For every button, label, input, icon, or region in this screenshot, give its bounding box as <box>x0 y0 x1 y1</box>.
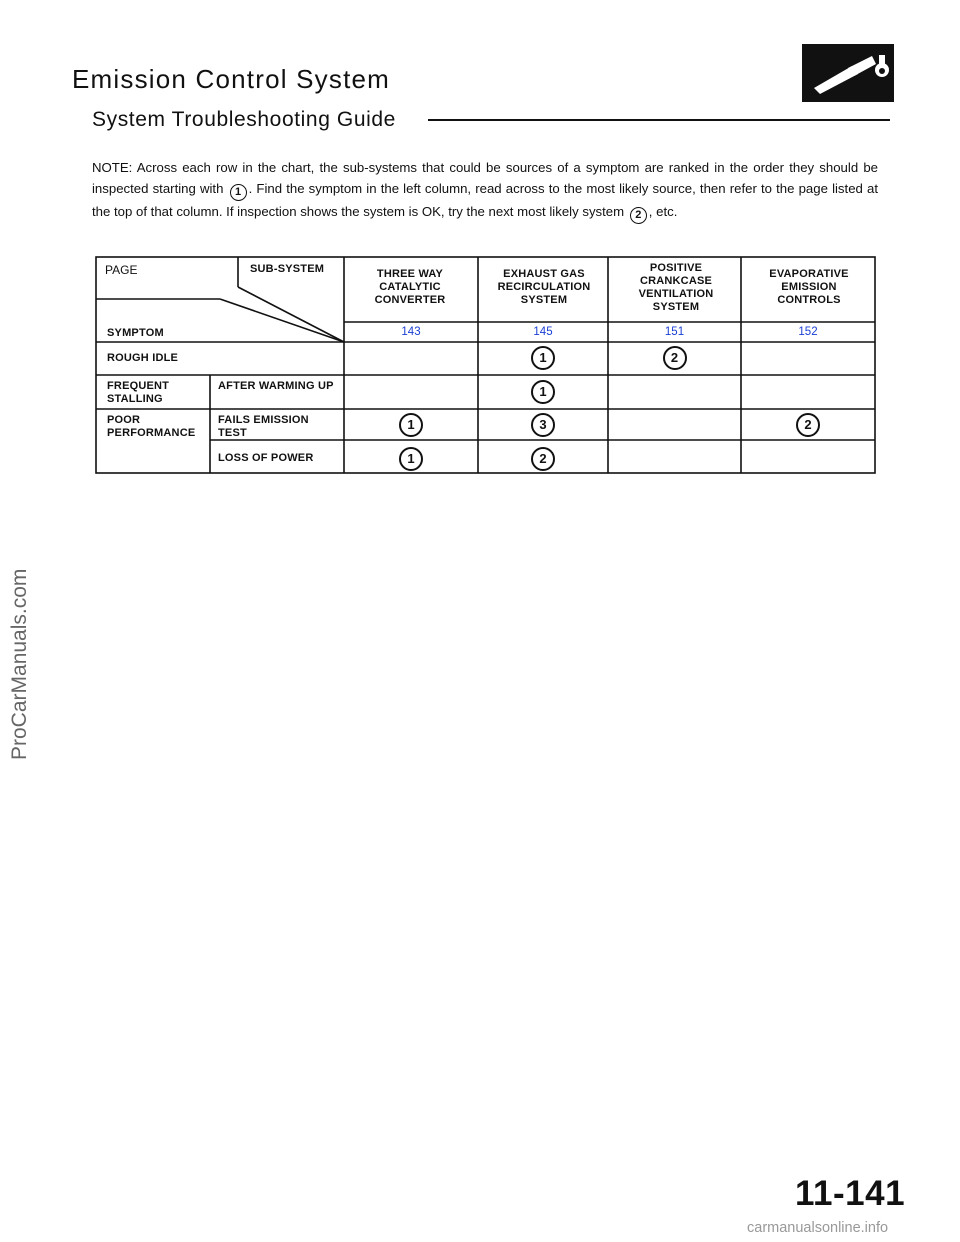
rank-cell <box>344 413 478 437</box>
rank-cell <box>478 447 608 471</box>
condition-fails-emission-test: FAILS EMISSION TEST <box>218 414 309 439</box>
rank-2-symbol: 2 <box>796 413 820 437</box>
symptom-poor-performance: POOR PERFORMANCE <box>107 414 196 439</box>
page-label: PAGE <box>105 263 138 277</box>
symptom-rough-idle: ROUGH IDLE <box>107 352 179 364</box>
subsystem-label: SUB-SYSTEM <box>250 263 325 275</box>
rank-3-symbol: 3 <box>531 413 555 437</box>
note-text-3: , etc. <box>648 204 678 219</box>
rank-cell <box>478 413 608 437</box>
section-subtitle: System Troubleshooting Guide <box>92 108 396 131</box>
symptom-frequent-stalling: FREQUENT STALLING <box>107 380 170 405</box>
footer-site: carmanualsonline.info <box>747 1220 889 1236</box>
col-page-pcv: 151 <box>664 326 685 338</box>
col-header-evap: EVAPORATIVE EMISSION CONTROLS <box>769 268 849 306</box>
rank-cell <box>478 380 608 404</box>
rank-2-symbol: 2 <box>630 207 647 224</box>
rank-cell <box>478 346 608 370</box>
page-number: 11-141 <box>795 1174 906 1213</box>
rank-1-symbol: 1 <box>399 447 423 471</box>
rank-2-symbol: 2 <box>663 346 687 370</box>
col-header-catalytic: THREE WAY CATALYTIC CONVERTER <box>374 268 446 306</box>
col-page-evap: 152 <box>798 326 818 338</box>
condition-after-warming-up: AFTER WARMING UP <box>218 380 334 392</box>
col-page-egr: 145 <box>533 326 553 338</box>
rank-1-symbol: 1 <box>230 184 247 201</box>
rank-1-symbol: 1 <box>399 413 423 437</box>
rank-1-symbol: 1 <box>531 380 555 404</box>
symptom-label: SYMPTOM <box>107 327 164 339</box>
rank-1-symbol: 1 <box>531 346 555 370</box>
col-page-catalytic: 143 <box>401 326 421 338</box>
note-text-1: NOTE: Across each row in the chart, the sub-systems that could be sources of a symptom are ranked in the order they should be inspected starting with <box>92 160 878 196</box>
col-header-pcv: POSITIVE CRANKCASE VENTILATION SYSTEM <box>638 262 714 313</box>
rank-2-symbol: 2 <box>531 447 555 471</box>
col-header-egr: EXHAUST GAS RECIRCULATION SYSTEM <box>497 268 591 306</box>
rank-cell <box>608 346 741 370</box>
rank-cell <box>741 413 875 437</box>
rank-cell <box>344 447 478 471</box>
note-text-2: . Find the symptom in the left column, read across to the most likely source, then refer to the page listed at the top of that column. If inspection shows the system is OK, try the next most likely system <box>92 181 878 219</box>
condition-loss-of-power: LOSS OF POWER <box>218 452 314 464</box>
page-title: Emission Control System <box>72 64 391 94</box>
watermark: ProCarManuals.com <box>8 568 31 760</box>
